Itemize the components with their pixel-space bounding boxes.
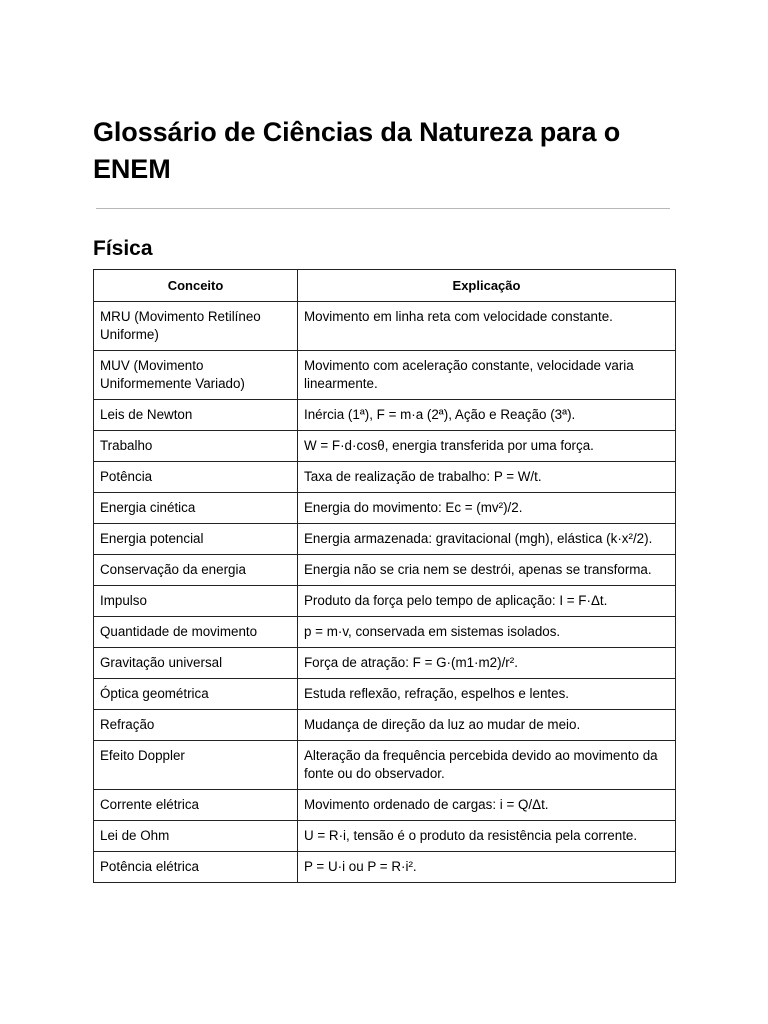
- concept-cell: Potência elétrica: [94, 852, 298, 883]
- explanation-cell: Produto da força pelo tempo de aplicação: I = F·Δt.: [298, 586, 676, 617]
- table-row: [94, 493, 676, 524]
- explanation-cell: Movimento ordenado de cargas: i = Q/Δt.: [298, 790, 676, 821]
- concept-cell: Quantidade de movimento: [94, 617, 298, 648]
- table-row: [94, 710, 676, 741]
- title-divider: [96, 208, 670, 209]
- explanation-cell: Movimento em linha reta com velocidade constante.: [298, 302, 676, 351]
- table-row: [94, 302, 676, 351]
- table-row: [94, 648, 676, 679]
- explanation-cell: W = F·d·cosθ, energia transferida por uma força.: [298, 431, 676, 462]
- table-row: [94, 524, 676, 555]
- explanation-cell: Energia não se cria nem se destrói, apenas se transforma.: [298, 555, 676, 586]
- column-header-explanation: Explicação: [298, 270, 676, 302]
- concept-cell: Impulso: [94, 586, 298, 617]
- concept-cell: MUV (Movimento Uniformemente Variado): [94, 351, 298, 400]
- explanation-cell: Movimento com aceleração constante, velocidade varia linearmente.: [298, 351, 676, 400]
- concept-cell: Lei de Ohm: [94, 821, 298, 852]
- table-row: [94, 821, 676, 852]
- explanation-cell: Inércia (1ª), F = m·a (2ª), Ação e Reação (3ª).: [298, 400, 676, 431]
- glossary-table: [93, 269, 676, 883]
- concept-cell: Efeito Doppler: [94, 741, 298, 790]
- concept-cell: Trabalho: [94, 431, 298, 462]
- table-row: [94, 679, 676, 710]
- concept-cell: Leis de Newton: [94, 400, 298, 431]
- explanation-cell: Taxa de realização de trabalho: P = W/t.: [298, 462, 676, 493]
- concept-cell: MRU (Movimento Retilíneo Uniforme): [94, 302, 298, 351]
- concept-cell: Refração: [94, 710, 298, 741]
- table-header-row: [94, 270, 676, 302]
- table-row: [94, 555, 676, 586]
- explanation-cell: Estuda reflexão, refração, espelhos e lentes.: [298, 679, 676, 710]
- explanation-cell: P = U·i ou P = R·i².: [298, 852, 676, 883]
- explanation-cell: Energia do movimento: Ec = (mv²)/2.: [298, 493, 676, 524]
- concept-cell: Energia cinética: [94, 493, 298, 524]
- table-row: [94, 790, 676, 821]
- document-title: Glossário de Ciências da Natureza para o ENEM: [93, 117, 621, 184]
- column-header-concept: Conceito: [94, 270, 298, 302]
- table-row: [94, 617, 676, 648]
- explanation-cell: Força de atração: F = G·(m1·m2)/r².: [298, 648, 676, 679]
- concept-cell: Conservação da energia: [94, 555, 298, 586]
- table-row: [94, 462, 676, 493]
- concept-cell: Potência: [94, 462, 298, 493]
- table-row: [94, 431, 676, 462]
- table-row: [94, 400, 676, 431]
- concept-cell: Corrente elétrica: [94, 790, 298, 821]
- table-row: [94, 852, 676, 883]
- table-row: [94, 741, 676, 790]
- table-row: [94, 586, 676, 617]
- concept-cell: Óptica geométrica: [94, 679, 298, 710]
- explanation-cell: U = R·i, tensão é o produto da resistência pela corrente.: [298, 821, 676, 852]
- explanation-cell: p = m·v, conservada em sistemas isolados.: [298, 617, 676, 648]
- concept-cell: Gravitação universal: [94, 648, 298, 679]
- table-row: [94, 351, 676, 400]
- explanation-cell: Alteração da frequência percebida devido ao movimento da fonte ou do observador.: [298, 741, 676, 790]
- explanation-cell: Mudança de direção da luz ao mudar de meio.: [298, 710, 676, 741]
- explanation-cell: Energia armazenada: gravitacional (mgh), elástica (k·x²/2).: [298, 524, 676, 555]
- concept-cell: Energia potencial: [94, 524, 298, 555]
- section-heading-fisica: Física: [93, 237, 153, 260]
